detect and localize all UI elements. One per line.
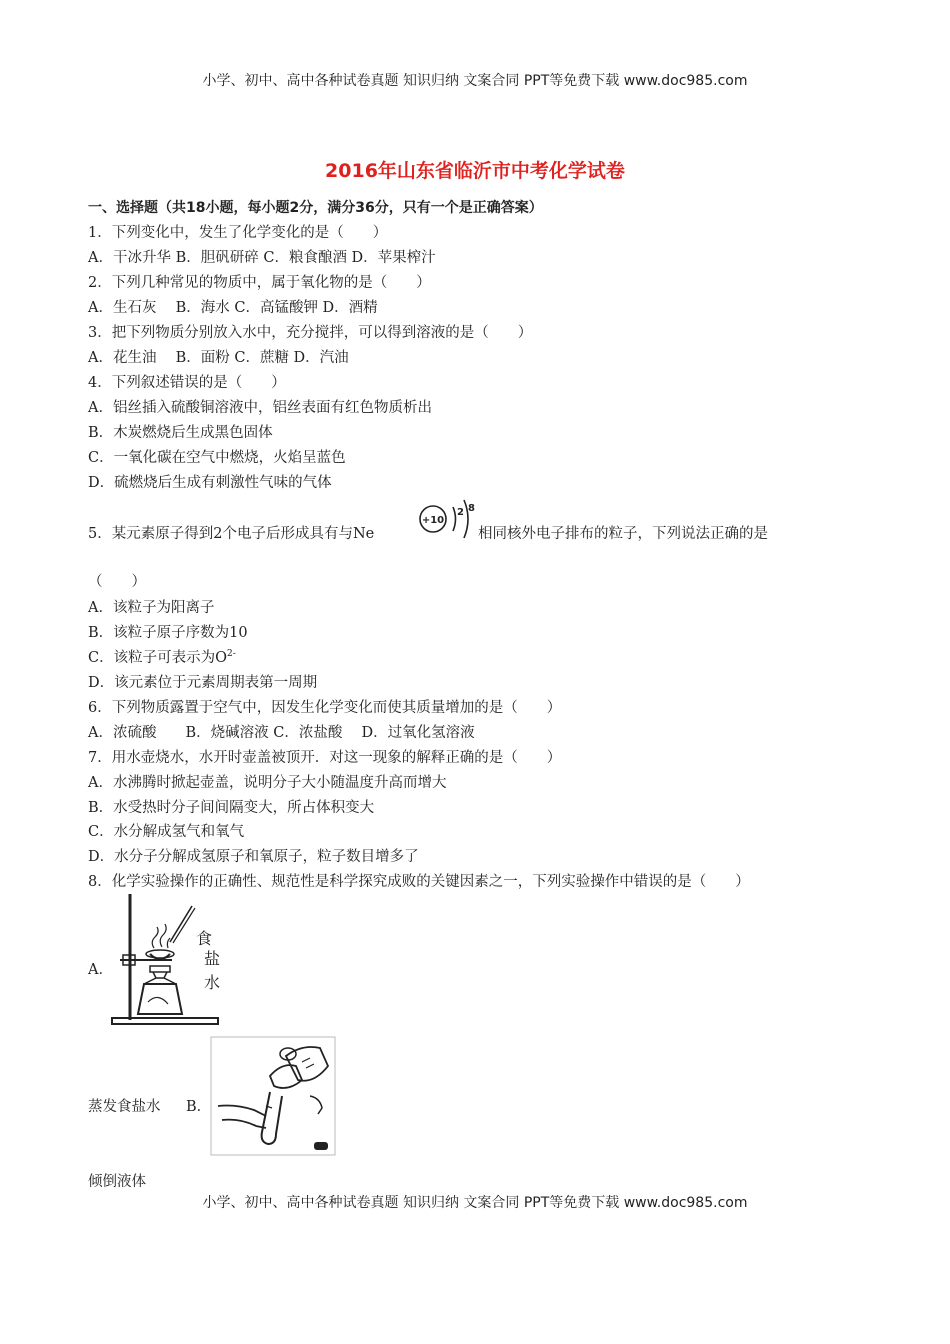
pouring-liquid-figure <box>210 1036 336 1160</box>
evaporation-apparatus-figure <box>110 892 222 1030</box>
q5-option-c: C．该粒子可表示为$O^{2-}$ <box>88 649 236 666</box>
q8-option-b-caption: 倾倒液体 <box>88 1174 146 1190</box>
page-header: 小学、初中、高中各种试卷真题 知识归纳 文案合同 PPT等免费下载 www.doc985.com <box>202 73 748 89</box>
q5-option-b: B．该粒子原子序数为10 <box>88 625 248 641</box>
q4-option-d: D．硫燃烧后生成有刺激性气味的气体 <box>88 475 332 491</box>
q4-option-c: C．一氧化碳在空气中燃烧，火焰呈蓝色 <box>88 450 346 466</box>
q5-paren: （ ） <box>88 574 146 590</box>
q5-option-d: D．该元素位于元素周期表第一周期 <box>88 675 318 691</box>
svg-text:水: 水 <box>203 973 221 992</box>
q3-options: A．花生油 B．面粉 C．蔗糖 D．汽油 <box>88 350 349 366</box>
q2-options: A．生石灰 B．海水 C．高锰酸钾 D．酒精 <box>88 300 378 316</box>
page-title: 2016年山东省临沂市中考化学试卷 <box>325 160 625 182</box>
q7-option-b: B．水受热时分子间间隔变大，所占体积变大 <box>88 800 375 816</box>
q5-option-a: A．该粒子为阳离子 <box>88 600 215 616</box>
svg-text:+10: +10 <box>421 515 445 526</box>
svg-text:2: 2 <box>457 507 464 518</box>
q8-option-b-label: B． <box>186 1099 212 1115</box>
q3-stem: 3．把下列物质分别放入水中，充分搅拌，可以得到溶液的是（ ） <box>88 325 533 341</box>
q4-option-a: A．铝丝插入硫酸铜溶液中，铝丝表面有红色物质析出 <box>88 400 432 416</box>
q7-option-d: D．水分子分解成氢原子和氧原子，粒子数目增多了 <box>88 849 419 865</box>
q7-option-c: C．水分解成氢气和氧气 <box>88 824 245 840</box>
ne-atom-structure-diagram <box>416 492 478 548</box>
q8-stem: 8．化学实验操作的正确性、规范性是科学探究成败的关键因素之一，下列实验操作中错误的是（ ） <box>88 874 750 890</box>
q8-option-a-label: A． <box>88 962 113 978</box>
q7-stem: 7．用水壶烧水，水开时壶盖被顶开．对这一现象的解释正确的是（ ） <box>88 750 562 766</box>
q6-stem: 6．下列物质露置于空气中，因发生化学变化而使其质量增加的是（ ） <box>88 700 562 716</box>
q5-stem-pre: 5．某元素原子得到2个电子后形成具有与Ne <box>88 526 375 542</box>
page-footer: 小学、初中、高中各种试卷真题 知识归纳 文案合同 PPT等免费下载 www.doc985.com <box>202 1195 748 1211</box>
q7-option-a: A．水沸腾时掀起壶盖，说明分子大小随温度升高而增大 <box>88 775 447 791</box>
svg-text:8: 8 <box>468 503 475 514</box>
q6-options: A．浓硫酸 B．烧碱溶液 C．浓盐酸 D．过氧化氢溶液 <box>88 725 475 741</box>
svg-text:食: 食 <box>195 929 213 948</box>
q4-option-b: B．木炭燃烧后生成黑色固体 <box>88 425 273 441</box>
q5-stem-post: 相同核外电子排布的粒子，下列说法正确的是 <box>478 526 768 542</box>
q2-stem: 2．下列几种常见的物质中，属于氧化物的是（ ） <box>88 275 431 291</box>
q8-option-a-caption: 蒸发食盐水 <box>88 1099 161 1115</box>
q1-stem: 1．下列变化中，发生了化学变化的是（ ） <box>88 225 388 241</box>
q1-options: A．干冰升华 B．胆矾研碎 C．粮食酿酒 D．苹果榨汁 <box>88 250 436 266</box>
svg-text:盐: 盐 <box>203 949 221 968</box>
q4-stem: 4．下列叙述错误的是（ ） <box>88 375 286 391</box>
section-heading: 一、选择题（共18小题，每小题2分，满分36分，只有一个是正确答案） <box>88 200 543 216</box>
